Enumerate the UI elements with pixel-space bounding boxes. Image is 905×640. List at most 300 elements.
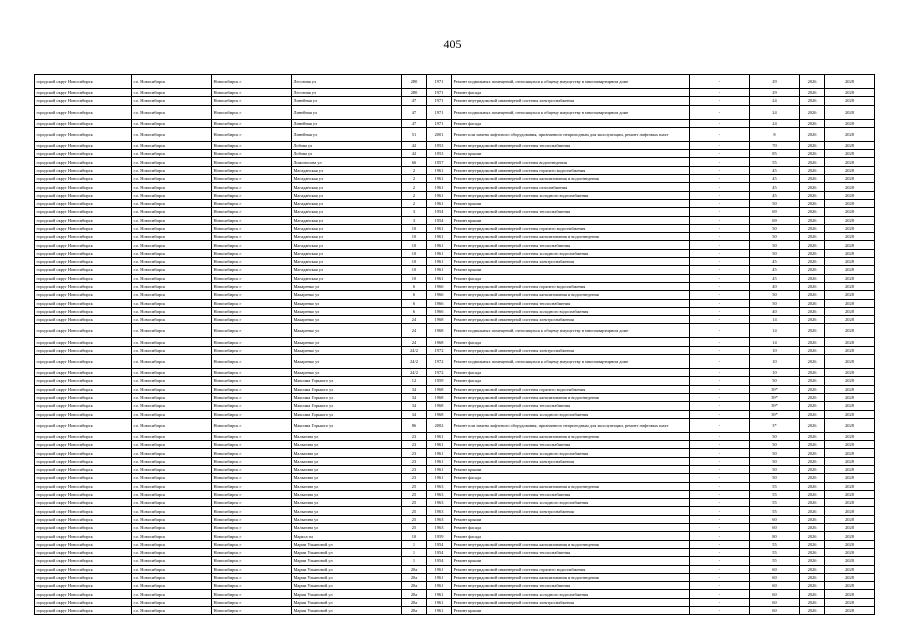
dash-cell: - [690,216,750,224]
end-year-cell: 2028 [825,515,875,523]
work-type-cell: Ремонт внутридомовой инженерной системы горячего водоснабжения [452,224,690,232]
wear-cell: 45 [750,191,800,199]
year-built-cell: 1966 [427,291,452,299]
work-type-cell: Ремонт фасада [452,532,690,540]
table-row [35,119,875,127]
work-type-cell: Ремонт внутридомовой инженерной системы электроснабжения [452,346,690,354]
wear-cell: 45 [750,274,800,282]
wear-cell: 10 [750,369,800,377]
house-number-cell: 25 [402,524,427,532]
wear-cell: 39* [750,393,800,401]
house-number-cell: 25 [402,515,427,523]
municipality-cell: городской округ Новосибирск [35,249,132,257]
end-year-cell: 2028 [825,449,875,457]
table-row [35,141,875,149]
municipality-cell: городской округ Новосибирск [35,432,132,440]
table-row [35,355,875,369]
start-year-cell: 2026 [800,208,825,216]
start-year-cell: 2026 [800,233,825,241]
dash-cell: - [690,565,750,573]
start-year-cell: 2026 [800,385,825,393]
wear-cell: 50 [750,224,800,232]
year-built-cell: 1963 [427,490,452,498]
district-cell: г.о. Новосибирск [132,532,212,540]
table-row [35,291,875,299]
year-built-cell: 1961 [427,598,452,606]
city-cell: Новосибирск г [212,524,292,532]
wear-cell: 40 [750,282,800,290]
start-year-cell: 2026 [800,548,825,556]
city-cell: Новосибирск г [212,565,292,573]
start-year-cell: 2026 [800,75,825,89]
house-number-cell: 280 [402,89,427,97]
house-number-cell: 10 [402,258,427,266]
end-year-cell: 2028 [825,540,875,548]
wear-cell: 3* [750,418,800,432]
district-cell: г.о. Новосибирск [132,565,212,573]
house-number-cell: 2 [402,183,427,191]
district-cell: г.о. Новосибирск [132,75,212,89]
table-row [35,441,875,449]
year-built-cell: 1954 [427,540,452,548]
city-cell: Новосибирск г [212,598,292,606]
municipality-cell: городской округ Новосибирск [35,565,132,573]
city-cell: Новосибирск г [212,540,292,548]
district-cell: г.о. Новосибирск [132,598,212,606]
year-built-cell: 1961 [427,166,452,174]
wear-cell: 24 [750,105,800,119]
wear-cell: 8 [750,127,800,141]
district-cell: г.о. Новосибирск [132,216,212,224]
table-row [35,282,875,290]
street-cell: Магаданская ул [292,241,402,249]
end-year-cell: 2028 [825,573,875,581]
wear-cell: 24 [750,119,800,127]
house-number-cell: 10 [402,249,427,257]
municipality-cell: городской округ Новосибирск [35,166,132,174]
dash-cell: - [690,150,750,158]
table-row [35,524,875,532]
end-year-cell: 2028 [825,175,875,183]
start-year-cell: 2026 [800,355,825,369]
wear-cell: 55 [750,499,800,507]
district-cell: г.о. Новосибирск [132,385,212,393]
municipality-cell: городской округ Новосибирск [35,557,132,565]
work-type-cell: Ремонт внутридомовой инженерной системы канализования и водоотведения [452,482,690,490]
wear-cell: 39* [750,385,800,393]
city-cell: Новосибирск г [212,590,292,598]
house-number-cell: 25 [402,499,427,507]
year-built-cell: 1963 [427,515,452,523]
end-year-cell: 2028 [825,590,875,598]
municipality-cell: городской округ Новосибирск [35,224,132,232]
table-row [35,607,875,615]
work-type-cell: Ремонт внутридомовой инженерной системы теплоснабжения [452,441,690,449]
street-cell: Лесозная ул [292,89,402,97]
year-built-cell: 1971 [427,119,452,127]
year-built-cell: 1961 [427,474,452,482]
city-cell: Новосибирск г [212,548,292,556]
start-year-cell: 2026 [800,241,825,249]
start-year-cell: 2026 [800,573,825,581]
wear-cell: 85 [750,150,800,158]
dash-cell: - [690,482,750,490]
work-type-cell: Ремонт внутридомовой инженерной системы холодного водоснабжения [452,449,690,457]
start-year-cell: 2026 [800,282,825,290]
district-cell: г.о. Новосибирск [132,490,212,498]
dash-cell: - [690,465,750,473]
wear-cell: 50 [750,241,800,249]
end-year-cell: 2028 [825,369,875,377]
municipality-cell: городской округ Новосибирск [35,258,132,266]
start-year-cell: 2026 [800,141,825,149]
start-year-cell: 2026 [800,582,825,590]
city-cell: Новосибирск г [212,474,292,482]
start-year-cell: 2026 [800,199,825,207]
wear-cell: 69 [750,208,800,216]
table-row [35,97,875,105]
dash-cell: - [690,166,750,174]
district-cell: г.о. Новосибирск [132,150,212,158]
work-type-cell: Ремонт внутридомовой инженерной системы канализования и водоотведения [452,393,690,401]
house-number-cell: 34 [402,410,427,418]
dash-cell: - [690,175,750,183]
district-cell: г.о. Новосибирск [132,282,212,290]
year-built-cell: 1953 [427,150,452,158]
house-number-cell: 20а [402,590,427,598]
city-cell: Новосибирск г [212,291,292,299]
street-cell: Марии Ульяновой ул [292,590,402,598]
municipality-cell: городской округ Новосибирск [35,266,132,274]
municipality-cell: городской округ Новосибирск [35,208,132,216]
end-year-cell: 2028 [825,377,875,385]
street-cell: Макаренко ул [292,299,402,307]
street-cell: Макаренко ул [292,316,402,324]
end-year-cell: 2028 [825,410,875,418]
street-cell: Малыгина ул [292,515,402,523]
district-cell: г.о. Новосибирск [132,249,212,257]
municipality-cell: городской округ Новосибирск [35,369,132,377]
wear-cell: 55 [750,557,800,565]
start-year-cell: 2026 [800,557,825,565]
start-year-cell: 2026 [800,590,825,598]
start-year-cell: 2026 [800,338,825,346]
wear-cell: 50 [750,449,800,457]
wear-cell: 14 [750,316,800,324]
end-year-cell: 2028 [825,183,875,191]
year-built-cell: 1961 [427,590,452,598]
district-cell: г.о. Новосибирск [132,441,212,449]
table-row [35,233,875,241]
dash-cell: - [690,346,750,354]
table-row [35,457,875,465]
year-built-cell: 1957 [427,158,452,166]
table-row [35,515,875,523]
year-built-cell: 1961 [427,258,452,266]
wear-cell: 60 [750,607,800,615]
house-number-cell: 10 [402,241,427,249]
year-built-cell: 1972 [427,346,452,354]
start-year-cell: 2026 [800,432,825,440]
start-year-cell: 2026 [800,105,825,119]
end-year-cell: 2028 [825,418,875,432]
end-year-cell: 2028 [825,385,875,393]
dash-cell: - [690,449,750,457]
dash-cell: - [690,191,750,199]
start-year-cell: 2026 [800,346,825,354]
house-number-cell: 34 [402,402,427,410]
start-year-cell: 2026 [800,97,825,105]
street-cell: Магаданская ул [292,216,402,224]
dash-cell: - [690,385,750,393]
municipality-cell: городской округ Новосибирск [35,282,132,290]
wear-cell: 60 [750,590,800,598]
end-year-cell: 2028 [825,158,875,166]
table-row [35,346,875,354]
city-cell: Новосибирск г [212,282,292,290]
dash-cell: - [690,199,750,207]
work-type-cell: Ремонт подвальных помещений, относящихся к общему имуществу в многоквартирном доме [452,324,690,338]
house-number-cell: 1 [402,557,427,565]
year-built-cell: 1961 [427,607,452,615]
municipality-cell: городской округ Новосибирск [35,233,132,241]
dash-cell: - [690,457,750,465]
city-cell: Новосибирск г [212,377,292,385]
street-cell: Малыгина ул [292,482,402,490]
table-row [35,75,875,89]
start-year-cell: 2026 [800,224,825,232]
wear-cell: 50 [750,249,800,257]
table-row [35,449,875,457]
year-built-cell: 1971 [427,89,452,97]
house-number-cell: 1 [402,540,427,548]
start-year-cell: 2026 [800,324,825,338]
end-year-cell: 2028 [825,402,875,410]
dash-cell: - [690,299,750,307]
work-type-cell: Ремонт крыши [452,266,690,274]
dash-cell: - [690,582,750,590]
district-cell: г.о. Новосибирск [132,457,212,465]
work-type-cell: Ремонт внутридомовой инженерной системы канализования и водоотведения [452,540,690,548]
start-year-cell: 2026 [800,507,825,515]
city-cell: Новосибирск г [212,393,292,401]
district-cell: г.о. Новосибирск [132,105,212,119]
wear-cell: 39* [750,410,800,418]
table-row [35,565,875,573]
house-number-cell: 23 [402,457,427,465]
end-year-cell: 2028 [825,548,875,556]
house-number-cell: 24/2 [402,369,427,377]
house-number-cell: 47 [402,119,427,127]
dash-cell: - [690,282,750,290]
year-built-cell: 1961 [427,199,452,207]
year-built-cell: 1966 [427,299,452,307]
dash-cell: - [690,418,750,432]
start-year-cell: 2026 [800,216,825,224]
work-type-cell: Ремонт внутридомовой инженерной системы теплоснабжения [452,582,690,590]
work-type-cell: Ремонт внутридомовой инженерной системы холодного водоснабжения [452,249,690,257]
wear-cell: 45 [750,166,800,174]
year-built-cell: 1968 [427,385,452,393]
street-cell: Макаренко ул [292,369,402,377]
house-number-cell: 10 [402,233,427,241]
wear-cell: 55 [750,540,800,548]
year-built-cell: 1961 [427,241,452,249]
street-cell: Маркса пл [292,532,402,540]
street-cell: Макаренко ул [292,307,402,315]
wear-cell: 55 [750,158,800,166]
house-number-cell: 10 [402,224,427,232]
start-year-cell: 2026 [800,474,825,482]
dash-cell: - [690,490,750,498]
street-cell: Малыгина ул [292,474,402,482]
start-year-cell: 2026 [800,449,825,457]
street-cell: Магаданская ул [292,208,402,216]
work-type-cell: Ремонт внутридомовой инженерной системы горячего водоснабжения [452,282,690,290]
house-number-cell: 25 [402,482,427,490]
year-built-cell: 1971 [427,105,452,119]
dash-cell: - [690,557,750,565]
district-cell: г.о. Новосибирск [132,449,212,457]
start-year-cell: 2026 [800,598,825,606]
street-cell: Марии Ульяновой ул [292,573,402,581]
city-cell: Новосибирск г [212,208,292,216]
year-built-cell: 1959 [427,532,452,540]
district-cell: г.о. Новосибирск [132,233,212,241]
table-row [35,249,875,257]
end-year-cell: 2028 [825,258,875,266]
page-number: 405 [443,37,462,51]
end-year-cell: 2028 [825,224,875,232]
table-row [35,183,875,191]
district-cell: г.о. Новосибирск [132,316,212,324]
year-built-cell: 1961 [427,191,452,199]
municipality-cell: городской округ Новосибирск [35,548,132,556]
district-cell: г.о. Новосибирск [132,191,212,199]
dash-cell: - [690,183,750,191]
end-year-cell: 2028 [825,598,875,606]
city-cell: Новосибирск г [212,241,292,249]
city-cell: Новосибирск г [212,432,292,440]
municipality-cell: городской округ Новосибирск [35,183,132,191]
street-cell: Максима Горького ул [292,402,402,410]
city-cell: Новосибирск г [212,307,292,315]
district-cell: г.о. Новосибирск [132,127,212,141]
start-year-cell: 2026 [800,524,825,532]
dash-cell: - [690,598,750,606]
municipality-cell: городской округ Новосибирск [35,507,132,515]
city-cell: Новосибирск г [212,369,292,377]
start-year-cell: 2026 [800,532,825,540]
start-year-cell: 2026 [800,249,825,257]
end-year-cell: 2028 [825,282,875,290]
district-cell: г.о. Новосибирск [132,402,212,410]
house-number-cell: 47 [402,105,427,119]
end-year-cell: 2028 [825,355,875,369]
dash-cell: - [690,524,750,532]
dash-cell: - [690,573,750,581]
start-year-cell: 2026 [800,274,825,282]
work-type-cell: Ремонт подвальных помещений, относящихся к общему имуществу в многоквартирном доме [452,355,690,369]
table-row [35,573,875,581]
municipality-cell: городской округ Новосибирск [35,119,132,127]
house-number-cell: 2 [402,166,427,174]
wear-cell: 10 [750,346,800,354]
work-type-cell: Ремонт внутридомовой инженерной системы электроснабжения [452,507,690,515]
table-row [35,432,875,440]
district-cell: г.о. Новосибирск [132,158,212,166]
street-cell: Макаренко ул [292,324,402,338]
district-cell: г.о. Новосибирск [132,590,212,598]
municipality-cell: городской округ Новосибирск [35,490,132,498]
end-year-cell: 2028 [825,241,875,249]
work-type-cell: Ремонт фасада [452,338,690,346]
year-built-cell: 1961 [427,457,452,465]
wear-cell: 14 [750,338,800,346]
city-cell: Новосибирск г [212,385,292,393]
district-cell: г.о. Новосибирск [132,432,212,440]
wear-cell: 50 [750,457,800,465]
start-year-cell: 2026 [800,127,825,141]
work-type-cell: Ремонт внутридомовой инженерной системы электроснабжения [452,598,690,606]
street-cell: Малыгина ул [292,507,402,515]
dash-cell: - [690,369,750,377]
work-type-cell: Ремонт внутридомовой инженерной системы холодного водоснабжения [452,307,690,315]
end-year-cell: 2028 [825,532,875,540]
city-cell: Новосибирск г [212,150,292,158]
street-cell: Линейная ул [292,97,402,105]
start-year-cell: 2026 [800,150,825,158]
year-built-cell: 1966 [427,307,452,315]
dash-cell: - [690,241,750,249]
house-number-cell: 24 [402,324,427,338]
table-row [35,258,875,266]
municipality-cell: городской округ Новосибирск [35,291,132,299]
municipality-cell: городской округ Новосибирск [35,474,132,482]
end-year-cell: 2028 [825,249,875,257]
wear-cell: 50 [750,441,800,449]
municipality-cell: городской округ Новосибирск [35,402,132,410]
work-type-cell: Ремонт крыши [452,607,690,615]
year-built-cell: 1968 [427,338,452,346]
wear-cell: 45 [750,266,800,274]
street-cell: Максима Горького ул [292,418,402,432]
wear-cell: 60 [750,515,800,523]
start-year-cell: 2026 [800,158,825,166]
district-cell: г.о. Новосибирск [132,224,212,232]
year-built-cell: 1961 [427,224,452,232]
year-built-cell: 1963 [427,507,452,515]
start-year-cell: 2026 [800,410,825,418]
repair-schedule-table [34,74,875,615]
house-number-cell: 6 [402,307,427,315]
work-type-cell: Ремонт внутридомовой инженерной системы холодного водоснабжения [452,410,690,418]
house-number-cell: 24/2 [402,346,427,354]
city-cell: Новосибирск г [212,573,292,581]
wear-cell: 50 [750,465,800,473]
dash-cell: - [690,507,750,515]
street-cell: Линейная ул [292,127,402,141]
street-cell: Марии Ульяновой ул [292,607,402,615]
street-cell: Малыгина ул [292,449,402,457]
wear-cell: 24 [750,97,800,105]
dash-cell: - [690,127,750,141]
dash-cell: - [690,266,750,274]
table-row [35,150,875,158]
end-year-cell: 2028 [825,150,875,158]
street-cell: Магаданская ул [292,224,402,232]
work-type-cell: Ремонт внутридомовой инженерной системы канализования и водоотведения [452,233,690,241]
